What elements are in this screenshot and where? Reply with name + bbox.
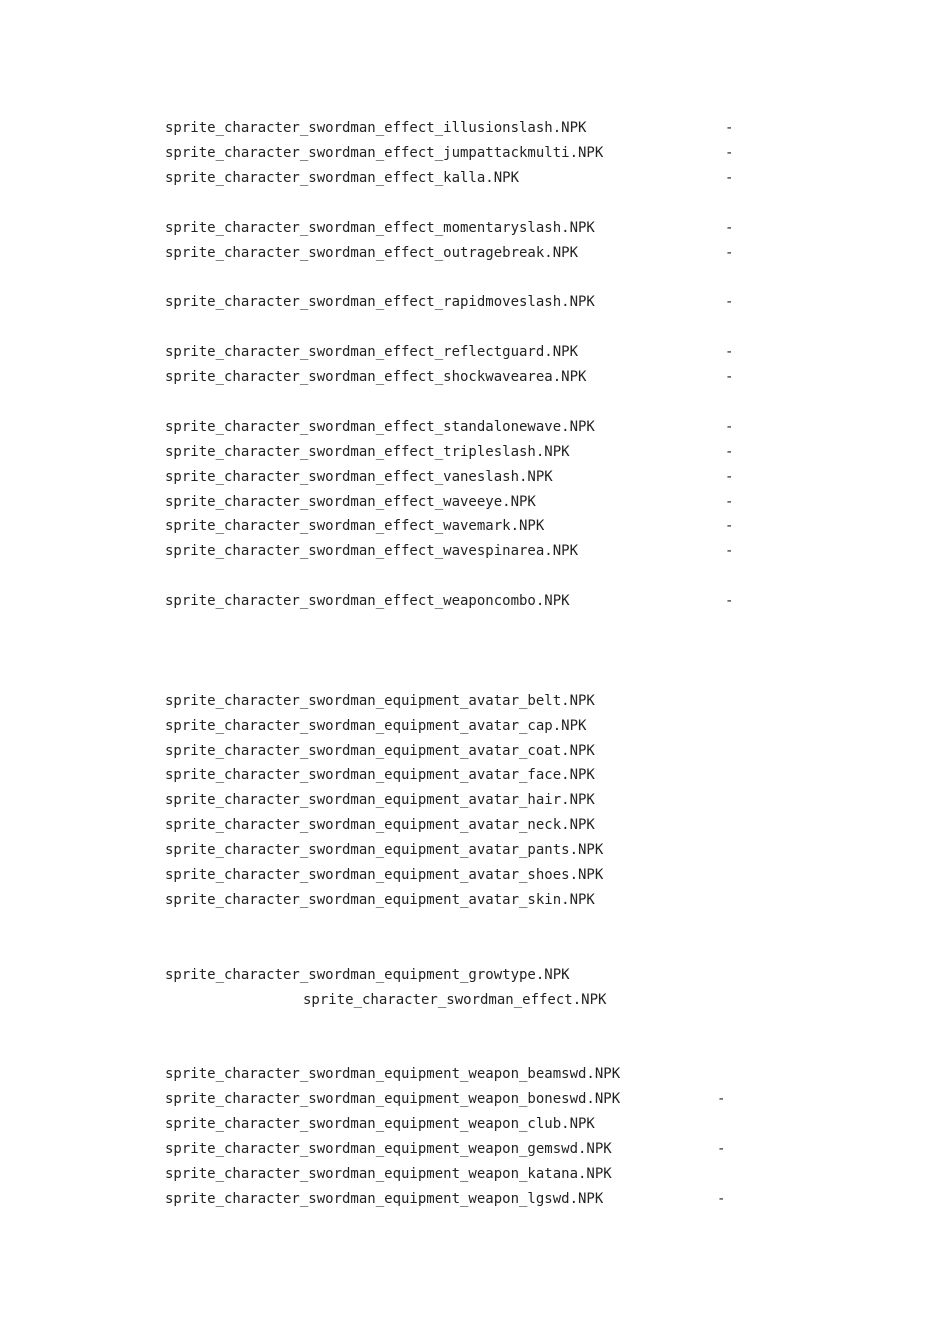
filename-text: sprite_character_swordman_equipment_avatar_skin.NPK	[165, 891, 595, 908]
filename-text: sprite_character_swordman_equipment_avatar_hair.NPK	[165, 792, 595, 809]
filename-text: sprite_character_swordman_equipment_weapon_gemswd.NPK	[165, 1140, 612, 1157]
document-line	[0, 265, 950, 290]
filename-text: sprite_character_swordman_effect_shockwavearea.NPK	[165, 369, 587, 385]
skill-note: -	[717, 1190, 726, 1207]
document-line	[0, 191, 950, 216]
document-line	[0, 365, 950, 390]
document-line	[0, 216, 950, 241]
document-line	[0, 639, 950, 664]
document-line	[0, 564, 950, 589]
filename-text: sprite_character_swordman_equipment_weapon_beamswd.NPK	[165, 1066, 621, 1083]
filename-text: sprite_character_swordman_effect_tripleslash.NPK	[165, 443, 570, 460]
document-line	[0, 141, 950, 166]
document-line	[0, 1137, 950, 1162]
filename-text: sprite_character_swordman_equipment_avatar_neck.NPK	[165, 817, 595, 834]
skill-note: -	[725, 443, 734, 460]
document-line	[0, 913, 950, 938]
document-line	[0, 390, 950, 415]
document-line	[0, 415, 950, 440]
document-line	[0, 1087, 950, 1112]
document-line	[0, 589, 950, 614]
filename-text: sprite_character_swordman_effect_standalonewave.NPK	[165, 418, 595, 435]
skill-note: -	[725, 294, 734, 311]
filename-text: sprite_character_swordman_effect_wavemark.NPK	[165, 518, 545, 535]
document-line	[0, 1187, 950, 1212]
skill-note: -	[725, 120, 734, 136]
filename-text: sprite_character_swordman_equipment_weapon_katana.NPK	[165, 1165, 612, 1182]
document-line	[0, 340, 950, 365]
filename-text: sprite_character_swordman_equipment_growtype.NPK	[165, 966, 570, 983]
filename-text: sprite_character_swordman_effect_vaneslash.NPK	[165, 468, 553, 485]
skill-note: -	[725, 219, 734, 236]
filename-text: sprite_character_swordman_effect_weaponcombo.NPK	[165, 593, 570, 610]
filename-text: sprite_character_swordman_effect_waveeye.NPK	[165, 493, 536, 510]
filename-text: sprite_character_swordman_equipment_avatar_belt.NPK	[165, 692, 595, 709]
document-line	[0, 838, 950, 863]
filename-text: sprite_character_swordman_equipment_avatar_face.NPK	[165, 767, 595, 784]
related-filename: sprite_character_swordman_effect.NPK	[303, 991, 607, 1008]
document-line	[0, 988, 950, 1013]
document-line	[0, 539, 950, 564]
filename-text: sprite_character_swordman_effect_rapidmoveslash.NPK	[165, 294, 595, 311]
document-line	[0, 739, 950, 764]
filename-text: sprite_character_swordman_equipment_avatar_cap.NPK	[165, 717, 587, 734]
skill-note: -	[725, 593, 734, 610]
document-line	[0, 490, 950, 515]
document-line	[0, 1162, 950, 1187]
skill-note: -	[725, 169, 734, 186]
document-line	[0, 813, 950, 838]
skill-note: -	[725, 493, 734, 510]
document-line	[0, 116, 950, 141]
filename-text: sprite_character_swordman_effect_kalla.NPK	[165, 169, 520, 186]
document-line	[0, 1012, 950, 1037]
document-line	[0, 938, 950, 963]
skill-note: -	[725, 418, 734, 435]
skill-note: -	[725, 369, 734, 385]
document-line	[0, 241, 950, 266]
document-line	[0, 1112, 950, 1137]
skill-note: -	[725, 518, 734, 535]
document-line	[0, 465, 950, 490]
skill-note: -	[725, 468, 734, 485]
filename-text: sprite_character_swordman_effect_momentaryslash.NPK	[165, 219, 595, 236]
skill-note: -	[725, 144, 734, 161]
filename-text: sprite_character_swordman_equipment_weapon_boneswd.NPK	[165, 1091, 621, 1108]
skill-note: -	[725, 543, 734, 560]
document-line	[0, 664, 950, 689]
document-line	[0, 290, 950, 315]
document-line	[0, 614, 950, 639]
document-line	[0, 763, 950, 788]
document-line	[0, 1037, 950, 1062]
filename-text: sprite_character_swordman_effect_outragebreak.NPK	[165, 244, 579, 261]
document-line	[0, 440, 950, 465]
skill-note: -	[725, 244, 734, 261]
filename-text: sprite_character_swordman_effect_wavespinarea.NPK	[165, 543, 579, 560]
filename-text: sprite_character_swordman_effect_illusionslash.NPK	[165, 120, 587, 136]
document-line	[0, 166, 950, 191]
document-line	[0, 514, 950, 539]
skill-note: -	[725, 344, 734, 361]
document-line	[0, 888, 950, 913]
filename-text: sprite_character_swordman_equipment_avatar_pants.NPK	[165, 842, 604, 859]
filename-text: sprite_character_swordman_equipment_weapon_club.NPK	[165, 1116, 595, 1132]
document-line	[0, 1062, 950, 1087]
document-line	[0, 714, 950, 739]
filename-text: sprite_character_swordman_effect_jumpattackmulti.NPK	[165, 144, 604, 161]
document-line	[0, 315, 950, 340]
document-line	[0, 788, 950, 813]
filename-text: sprite_character_swordman_equipment_weapon_lgswd.NPK	[165, 1190, 604, 1207]
skill-note: -	[717, 1140, 726, 1157]
filename-text: sprite_character_swordman_equipment_avatar_coat.NPK	[165, 742, 595, 759]
filename-text: sprite_character_swordman_equipment_avatar_shoes.NPK	[165, 867, 604, 883]
filename-text: sprite_character_swordman_effect_reflectguard.NPK	[165, 344, 579, 361]
skill-note: -	[717, 1091, 726, 1108]
document-line	[0, 963, 950, 988]
document-line	[0, 863, 950, 888]
document-line	[0, 689, 950, 714]
